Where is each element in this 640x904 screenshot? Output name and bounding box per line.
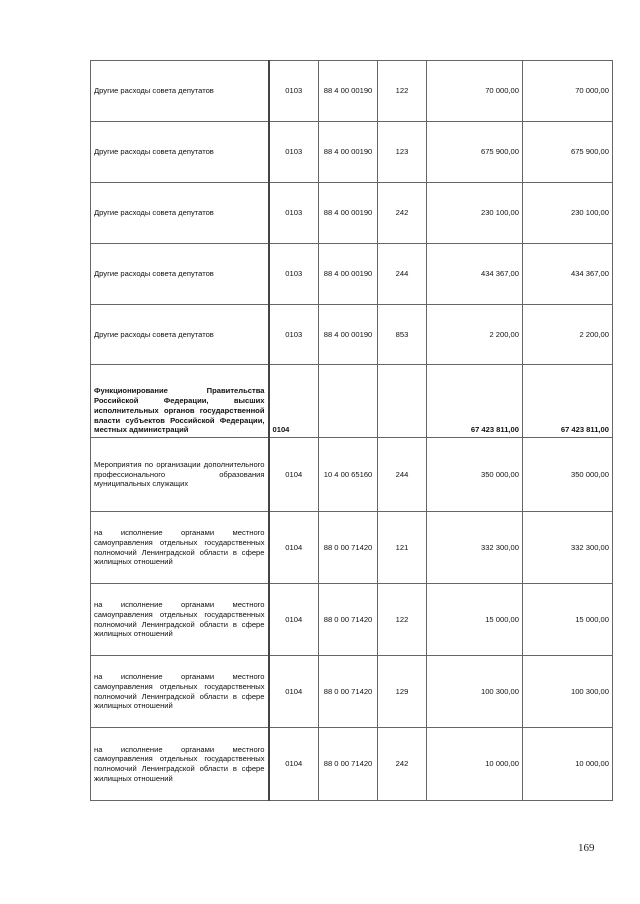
row-amount-2: 10 000,00 (523, 728, 613, 801)
row-amount-2: 434 367,00 (523, 244, 613, 305)
table-row (91, 728, 613, 801)
row-amount-1: 675 900,00 (427, 122, 523, 183)
table-row (91, 122, 613, 183)
row-section: 0103 (269, 244, 319, 305)
table-row (91, 584, 613, 656)
row-description: на исполнение органами местного самоуправления отдельных государственных полномочий Ленинградской области в сфере жилищных отношений (91, 656, 269, 728)
row-expense-type: 129 (378, 656, 427, 728)
row-description: на исполнение органами местного самоуправления отдельных государственных полномочий Ленинградской области в сфере жилищных отношений (91, 584, 269, 656)
row-description: Другие расходы совета депутатов (91, 183, 269, 244)
row-article: 88 4 00 00190 (319, 122, 378, 183)
table-row (91, 512, 613, 584)
row-section: 0103 (269, 61, 319, 122)
row-expense-type: 123 (378, 122, 427, 183)
table-row (91, 183, 613, 244)
row-expense-type: 122 (378, 584, 427, 656)
row-article: 88 0 00 71420 (319, 728, 378, 801)
row-amount-2: 332 300,00 (523, 512, 613, 584)
row-amount-1: 2 200,00 (427, 305, 523, 365)
row-section: 0104 (269, 512, 319, 584)
row-article: 88 4 00 00190 (319, 244, 378, 305)
row-amount-2: 15 000,00 (523, 584, 613, 656)
row-amount-1: 434 367,00 (427, 244, 523, 305)
row-expense-type: 242 (378, 728, 427, 801)
row-expense-type: 244 (378, 438, 427, 512)
row-expense-type: 242 (378, 183, 427, 244)
row-section: 0103 (269, 183, 319, 244)
row-article (319, 365, 378, 438)
row-description: на исполнение органами местного самоуправления отдельных государственных полномочий Ленинградской области в сфере жилищных отношений (91, 512, 269, 584)
row-expense-type: 244 (378, 244, 427, 305)
table-row (91, 244, 613, 305)
row-amount-1: 230 100,00 (427, 183, 523, 244)
row-amount-2: 2 200,00 (523, 305, 613, 365)
row-amount-1: 70 000,00 (427, 61, 523, 122)
row-amount-2: 100 300,00 (523, 656, 613, 728)
row-section: 0104 (269, 584, 319, 656)
row-description: Другие расходы совета депутатов (91, 61, 269, 122)
budget-table (90, 60, 613, 801)
row-article: 88 4 00 00190 (319, 183, 378, 244)
row-amount-1: 100 300,00 (427, 656, 523, 728)
row-section: 0103 (269, 305, 319, 365)
row-expense-type (378, 365, 427, 438)
row-amount-2: 350 000,00 (523, 438, 613, 512)
table-row (91, 61, 613, 122)
row-article: 88 0 00 71420 (319, 512, 378, 584)
row-amount-1: 67 423 811,00 (427, 365, 523, 438)
row-amount-1: 350 000,00 (427, 438, 523, 512)
row-article: 10 4 00 65160 (319, 438, 378, 512)
row-article: 88 4 00 00190 (319, 61, 378, 122)
row-amount-2: 67 423 811,00 (523, 365, 613, 438)
row-amount-1: 332 300,00 (427, 512, 523, 584)
row-description: Другие расходы совета депутатов (91, 305, 269, 365)
row-amount-2: 230 100,00 (523, 183, 613, 244)
row-amount-1: 10 000,00 (427, 728, 523, 801)
table-row (91, 438, 613, 512)
row-amount-1: 15 000,00 (427, 584, 523, 656)
row-expense-type: 122 (378, 61, 427, 122)
row-description: Другие расходы совета депутатов (91, 244, 269, 305)
row-section: 0104 (269, 438, 319, 512)
row-article: 88 4 00 00190 (319, 305, 378, 365)
row-description: Мероприятия по организации дополнительного профессионального образования муниципальных служащих (91, 438, 269, 512)
row-description: Функционирование Правительства Российской Федерации, высших исполнительных органов государственной власти субъектов Российской Федерации, местных администраций (91, 365, 269, 438)
table-row (91, 656, 613, 728)
table-row-section-header (91, 365, 613, 438)
table-row (91, 305, 613, 365)
row-expense-type: 853 (378, 305, 427, 365)
row-expense-type: 121 (378, 512, 427, 584)
page-number: 169 (578, 842, 595, 854)
row-amount-2: 70 000,00 (523, 61, 613, 122)
row-section: 0104 (269, 656, 319, 728)
row-description: на исполнение органами местного самоуправления отдельных государственных полномочий Ленинградской области в сфере жилищных отношений (91, 728, 269, 801)
row-section: 0104 (269, 365, 319, 438)
row-article: 88 0 00 71420 (319, 656, 378, 728)
row-section: 0103 (269, 122, 319, 183)
row-amount-2: 675 900,00 (523, 122, 613, 183)
row-description: Другие расходы совета депутатов (91, 122, 269, 183)
row-section: 0104 (269, 728, 319, 801)
row-article: 88 0 00 71420 (319, 584, 378, 656)
